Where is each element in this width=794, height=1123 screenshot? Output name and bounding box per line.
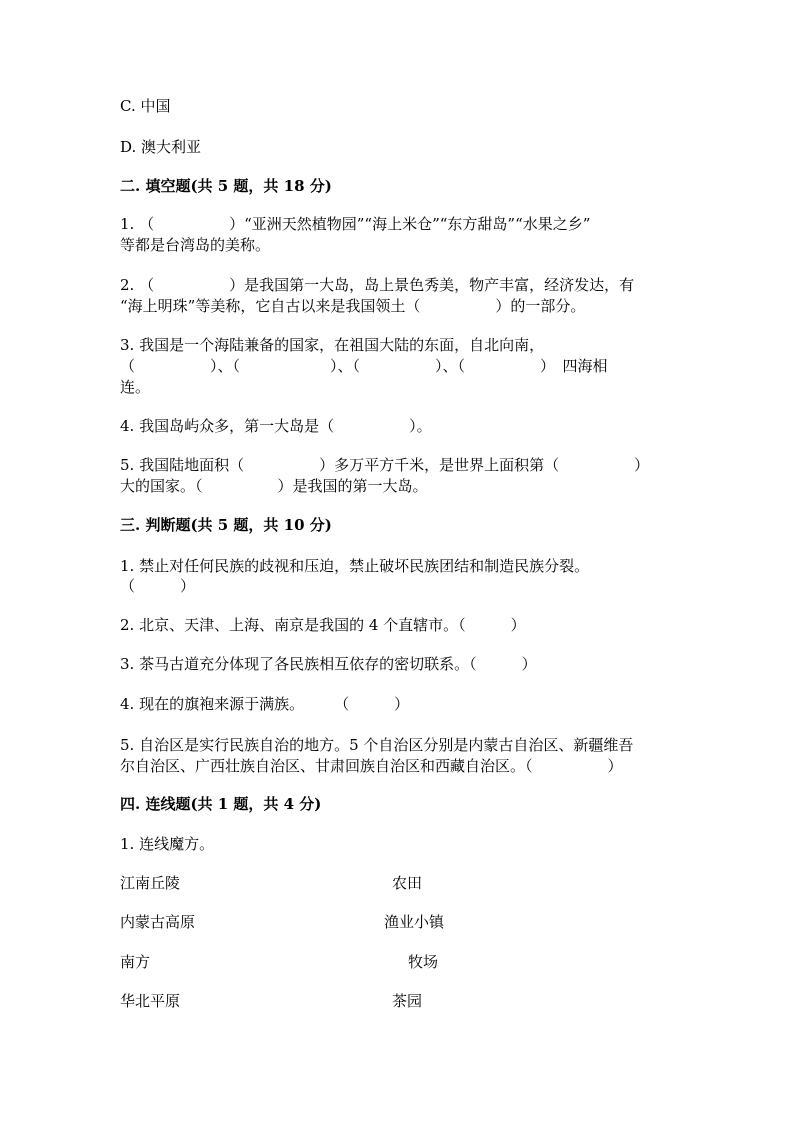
fill-q3-line2: （ ）、（ ）、（ ）、（ ） 四海相 (120, 357, 608, 375)
fill-q5-line1: 5. 我国陆地面积（ ）多万平方千米，是世界上面积第（ ） (120, 456, 650, 474)
judge-q3: 3. 茶马古道充分体现了各民族相互依存的密切联系。（ ） (120, 655, 537, 673)
section-heading-fill: 二. 填空题(共 5 题，共 18 分) (120, 177, 332, 195)
fill-q2-line1: 2. （ ）是我国第一大岛，岛上景色秀美，物产丰富，经济发达，有 (120, 276, 635, 294)
section-heading-judge: 三. 判断题(共 5 题，共 10 分) (120, 516, 332, 534)
fill-q2-line2: “海上明珠”等美称，它自古以来是我国领土（ ）的一部分。 (120, 297, 586, 315)
judge-q5-line1: 5. 自治区是实行民族自治的地方。5 个自治区分别是内蒙古自治区、新疆维吾 (120, 736, 634, 754)
judge-q2: 2. 北京、天津、上海、南京是我国的 4 个直辖市。（ ） (120, 616, 526, 634)
match-left-item: 南方 (120, 953, 151, 971)
fill-q1-line2: 等都是台湾岛的美称。 (120, 236, 271, 254)
judge-q1-line2: （ ） (120, 577, 196, 595)
match-right-item: 牧场 (408, 953, 439, 971)
fill-q3-line1: 3. 我国是一个海陆兼备的国家，在祖国大陆的东面，自北向南， (120, 336, 545, 354)
judge-q1-line1: 1. 禁止对任何民族的歧视和压迫，禁止破坏民族团结和制造民族分裂。 (120, 557, 590, 575)
section-heading-match: 四. 连线题(共 1 题，共 4 分) (120, 795, 322, 813)
fill-q1-line1: 1. （ ）“亚洲天然植物园”“海上米仓”“东方甜岛”“水果之乡” (120, 215, 591, 233)
option-d: D. 澳大利亚 (120, 138, 202, 156)
judge-q4: 4. 现在的旗袍来源于满族。 （ ） (120, 695, 410, 713)
match-left-item: 内蒙古高原 (120, 913, 196, 931)
fill-q5-line2: 大的国家。（ ）是我国的第一大岛。 (120, 477, 428, 495)
option-c: C. 中国 (120, 97, 171, 115)
match-q1: 1. 连线魔方。 (120, 835, 215, 853)
match-right-item: 茶园 (392, 992, 423, 1010)
match-right-item: 渔业小镇 (384, 913, 445, 931)
fill-q3-line3: 连。 (120, 378, 151, 396)
match-left-item: 江南丘陵 (120, 874, 181, 892)
fill-q4: 4. 我国岛屿众多，第一大岛是（ ）。 (120, 417, 432, 435)
judge-q5-line2: 尔自治区、广西壮族自治区、甘肃回族自治区和西藏自治区。（ ） (120, 757, 623, 775)
match-left-item: 华北平原 (120, 992, 181, 1010)
match-right-item: 农田 (392, 874, 423, 892)
